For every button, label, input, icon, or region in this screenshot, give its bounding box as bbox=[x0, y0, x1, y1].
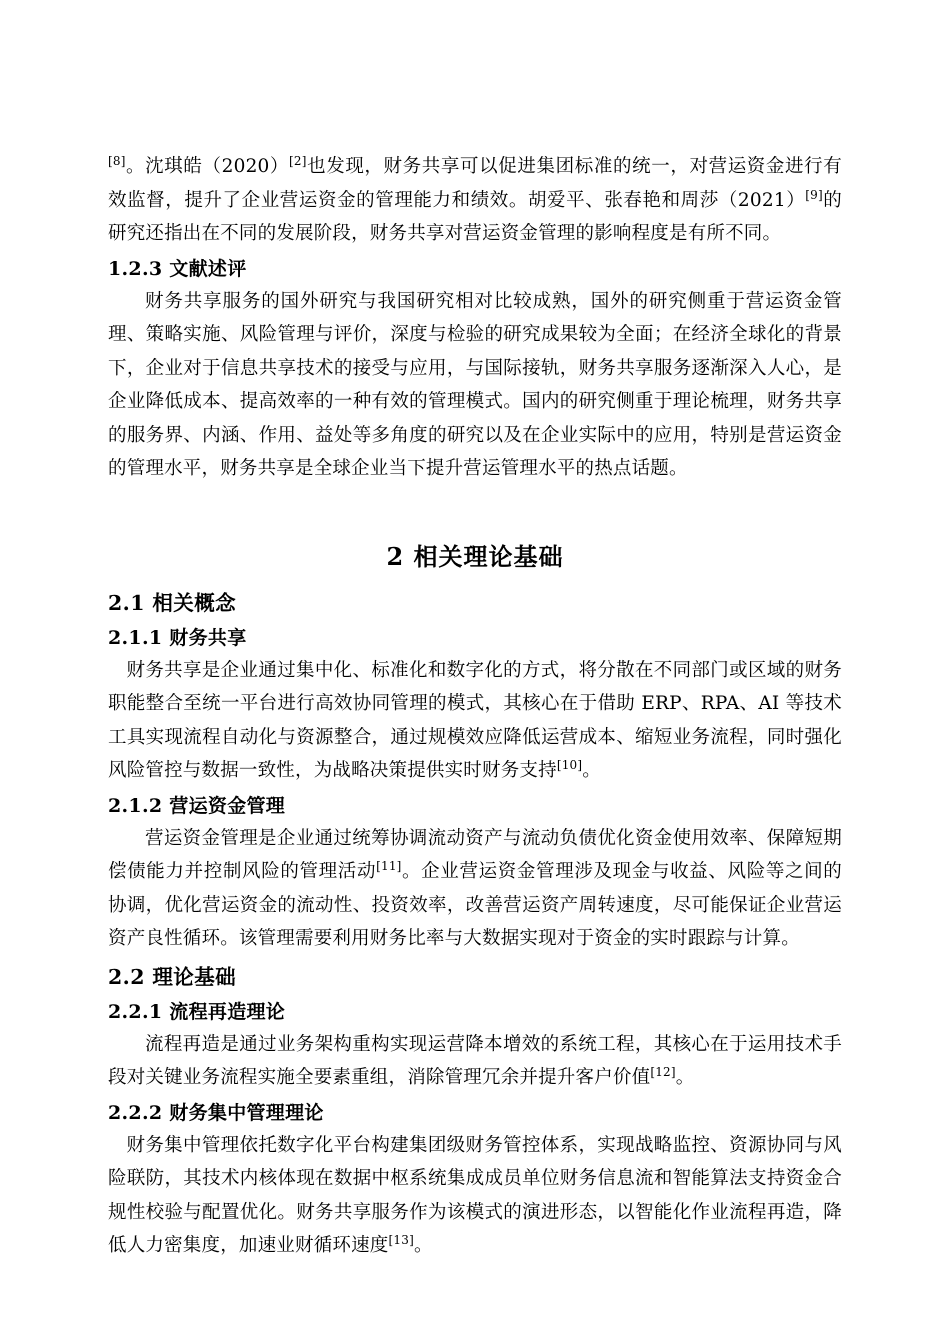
heading-2-2-2: 2.2.2 财务集中管理理论 bbox=[108, 1101, 324, 1124]
paragraph-literature-review: 财务共享服务的国外研究与我国研究相对比较成熟，国外的研究侧重于营运资金管理、策略实施、风险管理与评价，深度与检验的研究成果较为全面；在经济全球化的背景下，企业对于信息共享技术的接受与应用，与国际接轨，财务共享服务逐渐深入人心，是企业降低成本、提高效率的一种有效的管理模式。国内的研究侧重于理论梳理，财务共享的服务界、内涵、作用、益处等多角度的研究以及在企业实际中的应用，特别是营运资金的管理水平，财务共享是全球企业当下提升营运管理水平的热点话题。 bbox=[108, 290, 842, 479]
paragraph-financial-centralized-management bbox=[108, 1129, 842, 1263]
heading-2-1-2: 2.1.2 营运资金管理 bbox=[108, 794, 286, 817]
paragraph-business-process-reengineering bbox=[108, 1028, 842, 1095]
reference-marker-8: [8] bbox=[108, 153, 126, 168]
paragraph-financial-shared-service bbox=[108, 654, 842, 788]
paragraph-text-fcm-1: 财务集中管理依托数字化平台构建集团级财务管控体系，实现战略监控、资源协同与风险联防，其技术内核体现在数据中枢系统集成成员单位财务信息流和智能算法支持资金合规性校验与配置优化。财务共享服务作为该模式的演进形态，以智能化作业流程再造，降低人力密集度，加速业财循环速度 bbox=[108, 1134, 842, 1256]
paragraph-text-1c: 的研究还指出在不同的发展阶段，财务共享对营运资金管理的影响程度是有所不同。 bbox=[108, 189, 842, 244]
reference-marker-9: [9] bbox=[805, 187, 823, 202]
paragraph-text-bpr-1: 流程再造是通过业务架构重构实现运营降本增效的系统工程，其核心在于运用技术手段对关键业务流程实施全要素重组，消除管理冗余并提升客户价值 bbox=[108, 1033, 842, 1088]
paragraph-working-capital-management bbox=[108, 822, 842, 956]
heading-2-2: 2.2 理论基础 bbox=[108, 964, 237, 989]
reference-marker-11: [11] bbox=[376, 858, 402, 873]
heading-2-2-1: 2.2.1 流程再造理论 bbox=[108, 1000, 286, 1023]
paragraph-text-1b: 也发现，财务共享可以促进集团标准的统一，对营运资金进行有效监督，提升了企业营运资金的管理能力和绩效。胡爱平、张春艳和周莎（2021） bbox=[108, 156, 842, 211]
paragraph-text-fss: 财务共享是企业通过集中化、标准化和数字化的方式，将分散在不同部门或区域的财务职能整合至统一平台进行高效协同管理的模式，其核心在于借助 ERP、RPA、AI 等技术工具实现流程自动化与资源整合，通过规模效应降低运营成本、缩短业务流程，同时强化风险管控与数据一致性，为战略决策提供实时财务支持 bbox=[108, 659, 842, 781]
reference-marker-2: [2] bbox=[289, 153, 307, 168]
section-spacer bbox=[108, 486, 842, 504]
heading-1-2-3: 1.2.3 文献述评 bbox=[108, 257, 247, 280]
heading-chapter-2: 2 相关理论基础 bbox=[386, 541, 564, 571]
heading-2-1-1: 2.1.1 财务共享 bbox=[108, 626, 247, 649]
reference-marker-10: [10] bbox=[556, 757, 583, 772]
paragraph-text-bpr-end: 。 bbox=[675, 1067, 695, 1088]
paragraph-text-1a: 。沈琪皓（2020） bbox=[125, 156, 290, 177]
reference-marker-12: [12] bbox=[650, 1064, 676, 1079]
paragraph-text-fss-end: 。 bbox=[582, 760, 601, 781]
paragraph-text-wcm-2: 。企业营运资金管理涉及现金与收益、风险等之间的协调，优化营运资金的流动性、投资效率，改善营运资产周转速度，尽可能保证企业营运资产良性循环。该管理需要利用财务比率与大数据实现对于资金的实时跟踪与计算。 bbox=[108, 861, 842, 949]
paragraph-text-fcm-end: 。 bbox=[413, 1235, 433, 1256]
paragraph-literature-continuation bbox=[108, 150, 842, 251]
heading-2-1: 2.1 相关概念 bbox=[108, 590, 237, 615]
paragraph-text-wcm-1: 营运资金管理是企业通过统筹协调流动资产与流动负债优化资金使用效率、保障短期偿债能力并控制风险的管理活动 bbox=[108, 827, 842, 882]
reference-marker-13: [13] bbox=[388, 1232, 414, 1247]
